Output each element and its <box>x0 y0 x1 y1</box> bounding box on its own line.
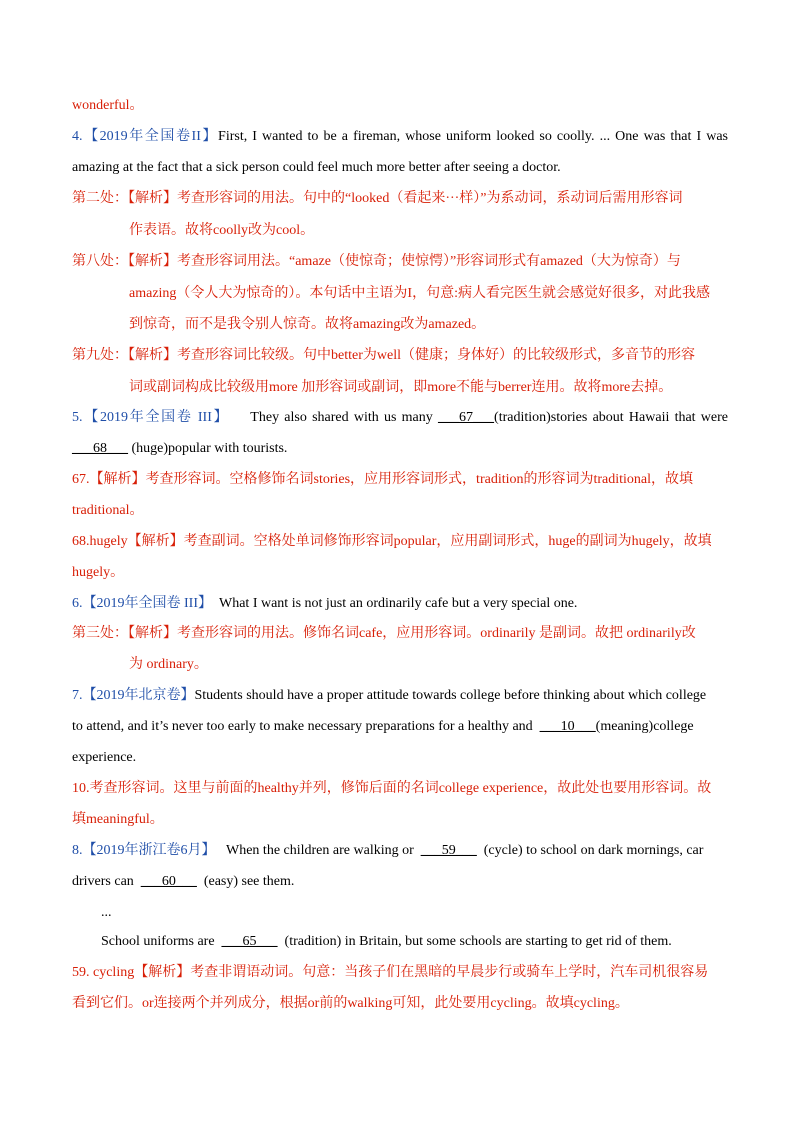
question-source: 【2019年全国卷 III】 <box>82 410 230 425</box>
analysis-line: 为 ordinary。 <box>129 657 208 672</box>
question-source: 【2019年浙江卷6月】 <box>82 843 216 858</box>
analysis-line: 10.考查形容词。这里与前面的healthy并列，修饰后面的名词college experience，故此处也要用形容词。故 <box>72 781 712 796</box>
question-text: They also shared with us many <box>250 410 433 425</box>
question-text: When the children are walking or <box>226 843 414 858</box>
question-text: drivers can <box>72 874 134 889</box>
analysis-line: 第二处：【解析】考查形容词的用法。句中的“looked（看起来···样）”为系动词，系动词后需用形容词 <box>72 191 683 206</box>
question-7-line-3: experience. <box>72 750 137 765</box>
question-source: 【2019年全国卷 III】 <box>82 596 212 611</box>
question-text: to attend, and it’s never too early to make necessary preparations for a healthy and <box>72 719 533 734</box>
question-text: (cycle) to school on dark mornings, car <box>483 843 704 858</box>
question-text: Students should have a proper attitude towards college before thinking about which college <box>194 688 707 703</box>
analysis-line: 看到它们。or连接两个并列成分，根据or前的walking可知，此处要用cycling。故填cycling。 <box>72 996 629 1011</box>
blank-65: ___65___ <box>221 934 278 949</box>
question-number: 7. <box>72 688 83 703</box>
analysis-line: 67.【解析】考查形容词。空格修饰名词stories，应用形容词形式，tradition的形容词为traditional，故填 <box>72 472 694 487</box>
blank-10: ___10___ <box>539 719 596 734</box>
question-number: 6. <box>72 596 83 611</box>
question-source: 【2019年全国卷II】 <box>82 129 219 144</box>
question-number: 4. <box>72 129 83 144</box>
question-text: (tradition)stories about Hawaii that were <box>494 410 729 425</box>
blank-67: ___67___ <box>438 410 495 425</box>
question-number: 8. <box>72 843 83 858</box>
analysis-line: 第九处：【解析】考查形容词比较级。句中better为well（健康；身体好）的比较级形式，多音节的形容 <box>72 348 695 363</box>
analysis-line: 填meaningful。 <box>72 812 164 827</box>
analysis-line: 第三处：【解析】考查形容词的用法。修饰名词cafe，应用形容词。ordinarily 是副词。故把 ordinarily改 <box>72 626 696 641</box>
question-7-line-1 <box>72 686 706 706</box>
analysis-line: 作表语。故将coolly改为cool。 <box>129 223 315 238</box>
question-text: First, I wanted to be a fireman, whose uniform looked so coolly. ... One was that I was <box>218 129 728 144</box>
analysis-line: 词或副词构成比较级用more 加形容词或副词，即more不能与berrer连用。故将more去掉。 <box>129 380 673 395</box>
question-8-line-2 <box>72 872 294 892</box>
analysis-line: 第八处：【解析】考查形容词用法。“amaze（使惊奇；使惊愕）”形容词形式有amazed（大为惊奇）与 <box>72 254 681 269</box>
question-5-line-2 <box>72 439 287 459</box>
question-8-line-1 <box>72 841 703 861</box>
analysis-line: traditional。 <box>72 503 144 518</box>
question-text: What I want is not just an ordinarily cafe but a very special one. <box>219 596 578 611</box>
question-text: (tradition) in Britain, but some schools are starting to get rid of them. <box>284 934 672 949</box>
analysis-line: 68.hugely【解析】考查副词。空格处单词修饰形容词popular，应用副词形式，huge的副词为hugely，故填 <box>72 534 712 549</box>
question-text: (easy) see them. <box>203 874 295 889</box>
blank-68: ___68___ <box>72 441 128 456</box>
analysis-line: hugely。 <box>72 565 125 580</box>
analysis-line: 59. cycling【解析】考查非谓语动词。句意：当孩子们在黑暗的早晨步行或骑车上学时，汽车司机很容易 <box>72 965 709 980</box>
question-4-line-2: amazing at the fact that a sick person could feel much more better after seeing a doctor. <box>72 160 561 175</box>
question-number: 5. <box>72 410 83 425</box>
blank-60: ___60___ <box>140 874 197 889</box>
question-text: (huge)popular with tourists. <box>131 441 288 456</box>
question-7-line-2 <box>72 717 694 737</box>
question-text: School uniforms are <box>101 934 215 949</box>
question-4-line-1 <box>72 127 728 147</box>
blank-59: ___59___ <box>420 843 477 858</box>
answer-text: wonderful。 <box>72 98 144 113</box>
question-source: 【2019年北京卷】 <box>82 688 195 703</box>
question-text: (meaning)college <box>595 719 694 734</box>
analysis-line: amazing（令人大为惊奇的）。本句话中主语为I，句意:病人看完医生就会感觉好很多，对此我感 <box>129 286 710 301</box>
ellipsis-line: ... <box>101 905 112 920</box>
question-8-line-4 <box>101 932 672 952</box>
question-5-line-1 <box>72 408 728 428</box>
question-6-line <box>72 594 577 614</box>
analysis-line: 到惊奇，而不是我令别人惊奇。故将amazing改为amazed。 <box>129 317 486 332</box>
